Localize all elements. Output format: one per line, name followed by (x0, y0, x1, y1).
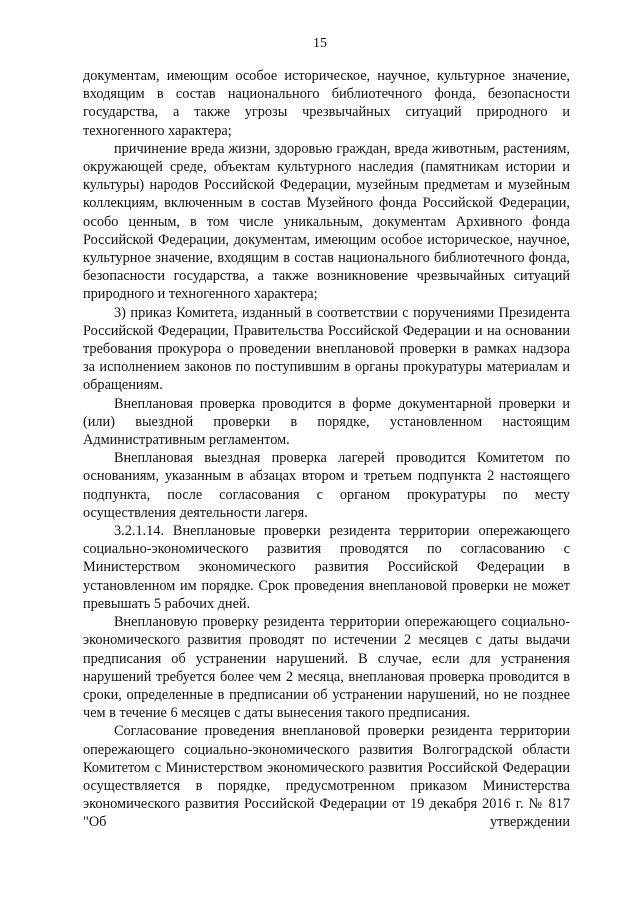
paragraph-camp-inspection: Внеплановая выездная проверка лагерей проводится Комитетом по основаниям, указанным в абзацах втором и третьем подпункта 2 настоящего подпункта, после согласования с органом прокуратуры по месту осуществления деятельности лагеря. (83, 450, 570, 521)
paragraph-resident-inspection: Внеплановую проверку резидента территории опережающего социально-экономического развития проводят по истечении 2 месяцев с даты выдачи предписания об устранении нарушений. В случае, если для устранения нарушений требуется более чем 2 месяца, внеплановая проверка проводится в сроки, определенные в предписании об устранении нарушений, но не позднее чем в течение 6 месяцев с даты вынесения такого предписания. (83, 614, 570, 722)
paragraph-section-3-2-1-14: 3.2.1.14. Внеплановые проверки резидента территории опережающего социально-экономического развития проводятся по согласованию с Министерством экономического развития Российской Федерации в установленном им порядке. Срок проведения внеплановой проверки не может превышать 5 рабочих дней. (83, 523, 570, 612)
paragraph-inspection-form: Внеплановая проверка проводится в форме документарной проверки и (или) выездной проверки в порядке, установленном настоящим Административным регламентом. (83, 395, 570, 449)
paragraph-approval: Согласование проведения внеплановой проверки резидента территории опережающего социально-экономического развития Волгоградской области Комитетом с Министерством экономического развития Российской Федерации осуществляется в порядке, предусмотренном приказом Министерства экономического развития Российской Федерации от 19 декабря 2016 г. № 817 "Об утверждении (83, 723, 570, 831)
paragraph-committee-order: 3) приказ Комитета, изданный в соответствии с поручениями Президента Российской Федерации, Правительства Российской Федерации и на основании требования прокурора о проведении внеплановой проверки в рамках надзора за исполнением законов по поступившим в органы прокуратуры материалам и обращениям. (83, 304, 570, 394)
paragraph-harm-causing: причинение вреда жизни, здоровью граждан, вреда животным, растениям, окружающей среде, объектам культурного наследия (памятникам истории и культуры) народов Российской Федерации, музейным предметам и музейным коллекциям, включенным в состав Музейного фонда Российской Федерации, особо ценным, в том числе уникальным, документам Архивного фонда Российской Федерации, документам, имеющим особое историческое, научное, культурное значение, входящим в состав национального библиотечного фонда, безопасности государства, а также возникновение чрезвычайных ситуаций природного и техногенного характера; (83, 140, 570, 303)
paragraph-continuation: документам, имеющим особое историческое, научное, культурное значение, входящим в состав национального библиотечного фонда, безопасности государства, а также угрозы чрезвычайных ситуаций природного и техногенного характера; (83, 68, 570, 139)
page-number: 15 (313, 36, 327, 51)
document-body (83, 67, 570, 832)
